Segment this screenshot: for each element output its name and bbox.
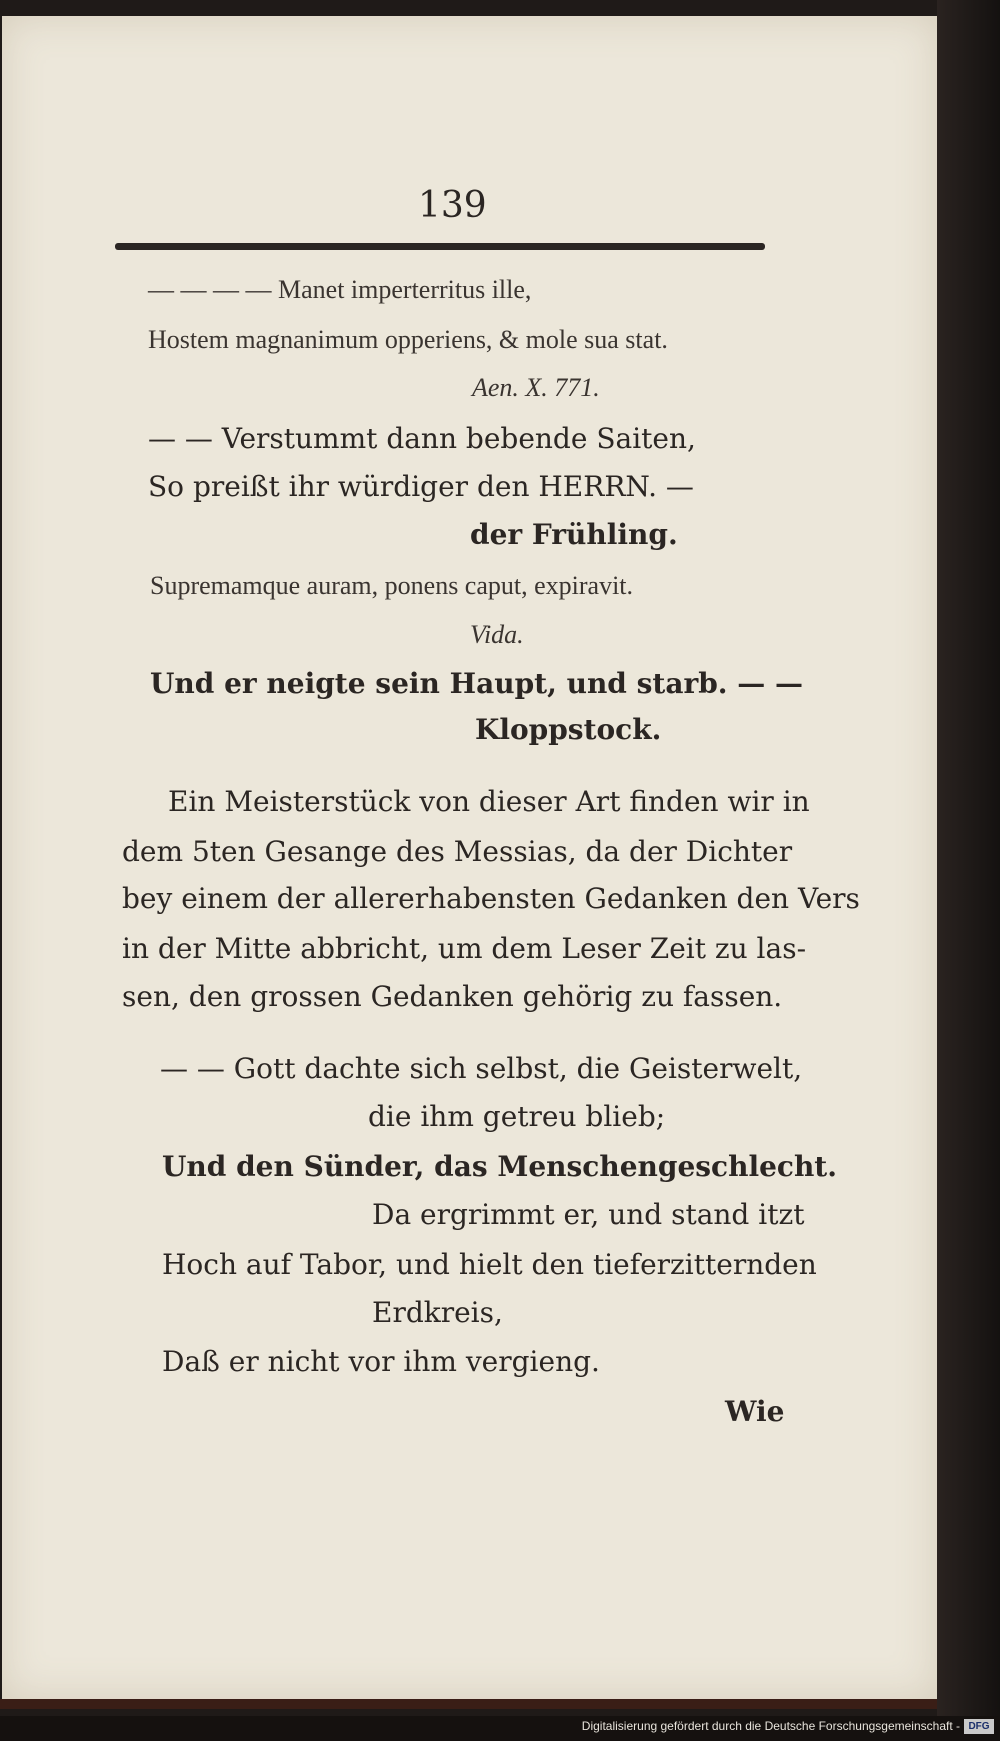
text-line: — — — — Manet imperterritus ille, — [148, 275, 532, 304]
text-line: So preißt ihr würdiger den HERRN. — — [148, 470, 694, 503]
footer-bar — [0, 1716, 1000, 1741]
text-line: — — Verstummt dann bebende Saiten, — [148, 422, 696, 455]
text-line: dem 5ten Gesange des Messias, da der Dichter — [122, 835, 793, 868]
catchword: Wie — [725, 1395, 785, 1428]
text-line: der Frühling. — [470, 518, 678, 551]
text-line: Da ergrimmt er, und stand itzt — [372, 1198, 805, 1231]
text-line: Aen. X. 771. — [472, 373, 600, 402]
page-bottom-edge — [0, 1699, 937, 1709]
book-edge — [937, 0, 1000, 1741]
text-line: Hoch auf Tabor, und hielt den tieferzitternden — [162, 1248, 817, 1281]
text-line: Und er neigte sein Haupt, und starb. — — — [150, 667, 804, 700]
text-line: Hostem magnanimum opperiens, & mole sua stat. — [148, 325, 668, 354]
text-line: Daß er nicht vor ihm vergieng. — [162, 1345, 600, 1378]
footer-credit: Digitalisierung gefördert durch die Deutsche Forschungsgemeinschaft - — [581, 1719, 960, 1733]
text-line: Erdkreis, — [372, 1296, 503, 1329]
text-line: Supremamque auram, ponens caput, expiravit. — [150, 571, 634, 600]
text-line: sen, den grossen Gedanken gehörig zu fassen. — [122, 980, 783, 1013]
text-line: die ihm getreu blieb; — [368, 1100, 666, 1133]
page-number: 139 — [418, 185, 487, 226]
text-line: bey einem der allererhabensten Gedanken den Vers — [122, 882, 860, 915]
text-line: — — Gott dachte sich selbst, die Geisterwelt, — [160, 1052, 803, 1085]
text-line: Kloppstock. — [475, 713, 662, 746]
dfg-logo: DFG — [964, 1719, 994, 1734]
text-line: Und den Sünder, das Menschengeschlecht. — [162, 1150, 837, 1183]
text-line: Vida. — [470, 620, 524, 649]
text-line: in der Mitte abbricht, um dem Leser Zeit zu las- — [122, 932, 807, 965]
header-rule — [115, 243, 765, 250]
text-line: Ein Meisterstück von dieser Art finden wir in — [168, 785, 810, 818]
